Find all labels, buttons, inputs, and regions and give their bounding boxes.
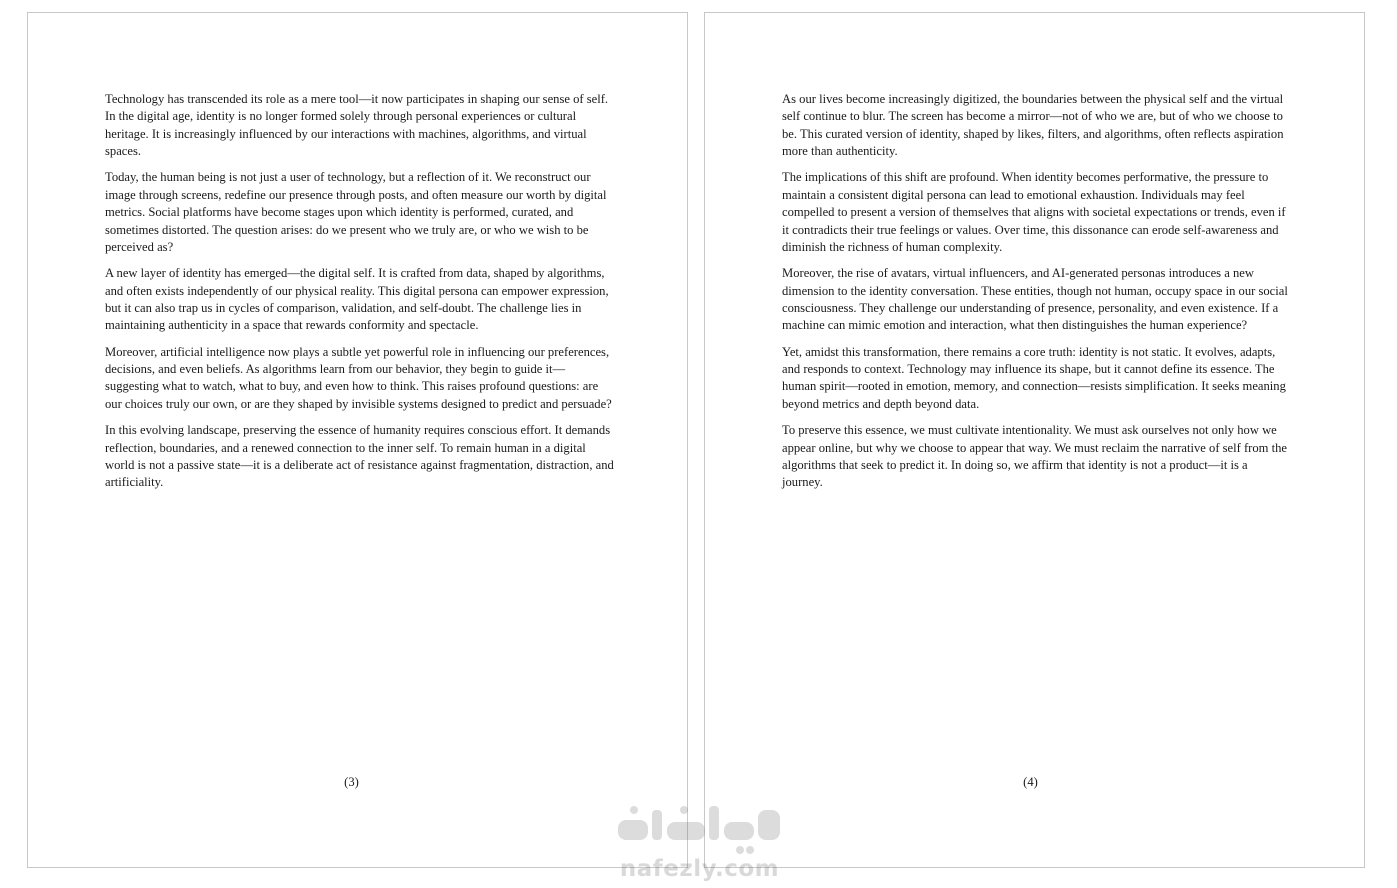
- paragraph: Moreover, the rise of avatars, virtual influencers, and AI-generated personas introduces a new dimension to the identity conversation. These entities, though not human, occupy space in our social consciousness. They challenge our understanding of presence, personality, and even existence. If a machine can mimic emotion and interaction, what then distinguishes the human experience?: [782, 266, 1288, 333]
- paragraph: Moreover, artificial intelligence now plays a subtle yet powerful role in influencing our preferences, decisions, and even beliefs. As algorithms learn from our behavior, they begin to guide it—suggesting what to watch, what to buy, and even how to think. This raises profound questions: are our choices truly our own, or are they shaped by invisible systems designed to predict and persuade?: [105, 344, 612, 411]
- watermark-site: nafezly.com: [619, 856, 780, 882]
- paragraph: The implications of this shift are profound. When identity becomes performative, the pressure to maintain a consistent digital persona can lead to emotional exhaustion. Individuals may feel compelled to present a version of themselves that aligns with societal expectations or trends, even if it contradicts their true feelings or values. Over time, this dissonance can erode self-awareness and diminish the richness of human complexity.: [782, 170, 1286, 255]
- page-number: (3): [344, 775, 359, 789]
- page-body: [105, 91, 615, 501]
- paragraph: Yet, amidst this transformation, there remains a core truth: identity is not static. It evolves, adapts, and responds to context. Technology may influence its shape, but it cannot define its essence. The human spirit—rooted in emotion, memory, and connection—resists simplification. It seeks meaning beyond metrics and depth beyond data.: [782, 344, 1286, 411]
- paragraph: A new layer of identity has emerged—the digital self. It is crafted from data, shaped by algorithms, and often exists independently of our physical reality. This digital persona can empower expression, but it can also trap us in cycles of comparison, validation, and self-doubt. The challenge lies in maintaining authenticity in a space that rewards conformity and spectacle.: [105, 266, 609, 333]
- paragraph: Today, the human being is not just a user of technology, but a reflection of it. We reconstruct our image through screens, redefine our presence through posts, and often measure our worth by digital metrics. Social platforms have become stages upon which identity is performed, curated, and sometimes distorted. The question arises: do we present who we truly are, or who we wish to be perceived as?: [105, 170, 607, 255]
- document-page-3: [27, 12, 688, 868]
- page-body: [782, 91, 1288, 501]
- paragraph: In this evolving landscape, preserving the essence of humanity requires conscious effort. It demands reflection, boundaries, and a renewed connection to the inner self. To remain human in a digital world is not a passive state—it is a deliberate act of resistance against fragmentation, distraction, and artificiality.: [105, 423, 614, 490]
- page-number: (4): [1023, 775, 1038, 789]
- paragraph: As our lives become increasingly digitized, the boundaries between the physical self and the virtual self continue to blur. The screen has become a mirror—not of who we are, but of who we choose to be. This curated version of identity, shaped by likes, filters, and algorithms, often reflects aspiration more than authenticity.: [782, 92, 1284, 159]
- document-page-4: [704, 12, 1365, 868]
- paragraph: Technology has transcended its role as a mere tool—it now participates in shaping our sense of self. In the digital age, identity is no longer formed solely through personal experiences or cultural heritage. It is increasingly influenced by our interactions with machines, algorithms, and virtual spaces.: [105, 92, 609, 159]
- paragraph: To preserve this essence, we must cultivate intentionality. We must ask ourselves not only how we appear online, but why we choose to appear that way. We must reclaim the narrative of self from the algorithms that seek to predict it. In doing so, we affirm that identity is not a product—it is a journey.: [782, 423, 1288, 490]
